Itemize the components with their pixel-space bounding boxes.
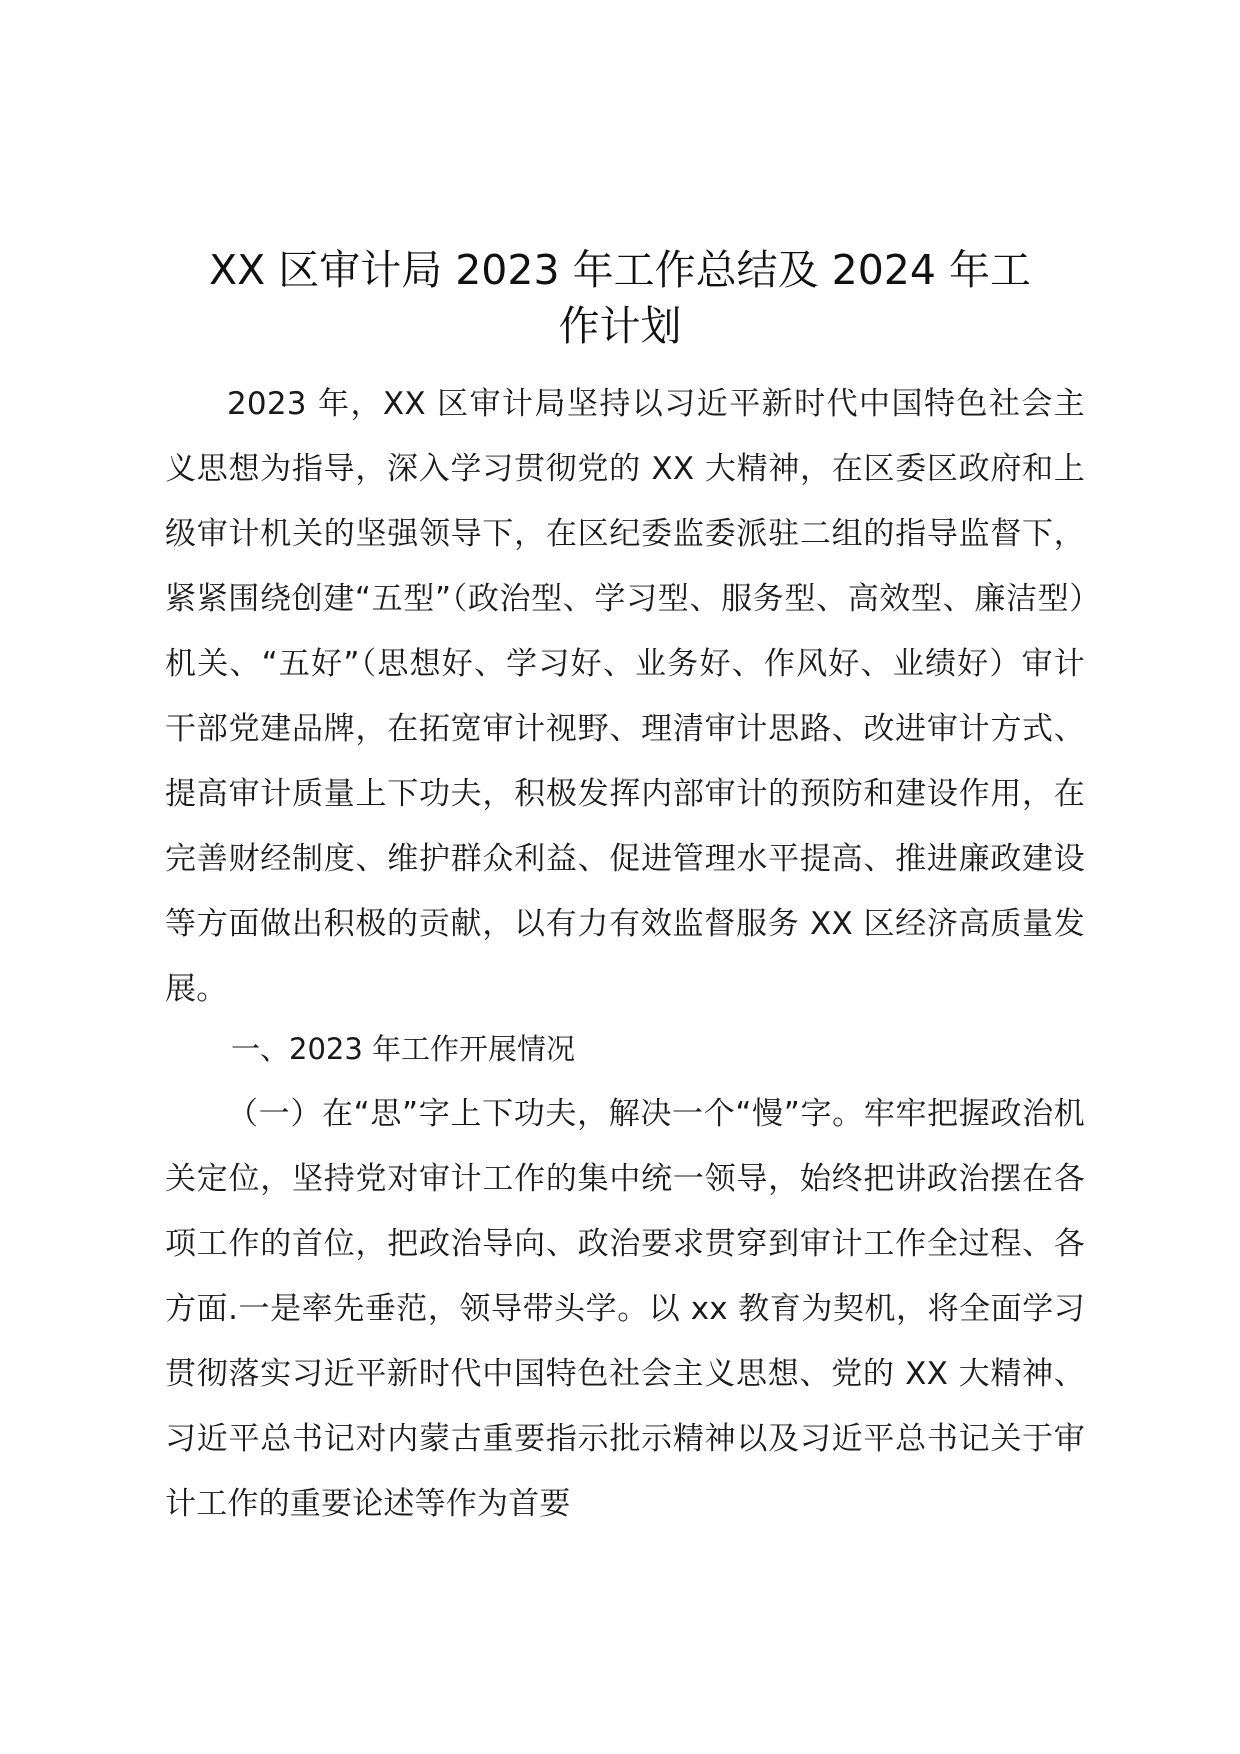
section-paragraph: （一）在“思”字上下功夫，解决一个“慢”字。牢牢把握政治机关定位，坚持党对审计工作的集中统一领导，始终把讲政治摆在各项工作的首位，把政治导向、政治要求贯穿到审计工作全过程、各方面.一是率先垂范，领导带头学。以 xx 教育为契机，将全面学习贯彻落实习近平新时代中国特色社会主义思想、党的 XX 大精神、习近平总书记对内蒙古重要指示批示精神以及习近平总书记关于审计工作的重要论述等作为首要 [165, 1096, 1085, 1522]
section-heading: 一、2023 年工作开展情况 [231, 1032, 576, 1066]
document-title-line1: XX 区审计局 2023 年工作总结及 2024 年工 [208, 246, 1032, 294]
intro-paragraph: 2023 年，XX 区审计局坚持以习近平新时代中国特色社会主义思想为指导，深入学习贯彻党的 XX 大精神，在区委区政府和上级审计机关的坚强领导下，在区纪委监委派驻二组的指导监督下，紧紧围绕创建“五型”（政治型、学习型、服务型、高效型、廉洁型）机关、“五好”（思想好、学习好、业务好、作风好、业绩好）审计干部党建品牌，在拓宽审计视野、理清审计思路、改进审计方式、提高审计质量上下功夫，积极发挥内部审计的预防和建设作用，在完善财经制度、维护群众利益、促进管理水平提高、推进廉政建设等方面做出积极的贡献，以有力有效监督服务 XX 区经济高质量发展。 [165, 386, 1085, 1007]
document-title [160, 242, 1080, 354]
document-title-line2: 作计划 [558, 302, 682, 350]
